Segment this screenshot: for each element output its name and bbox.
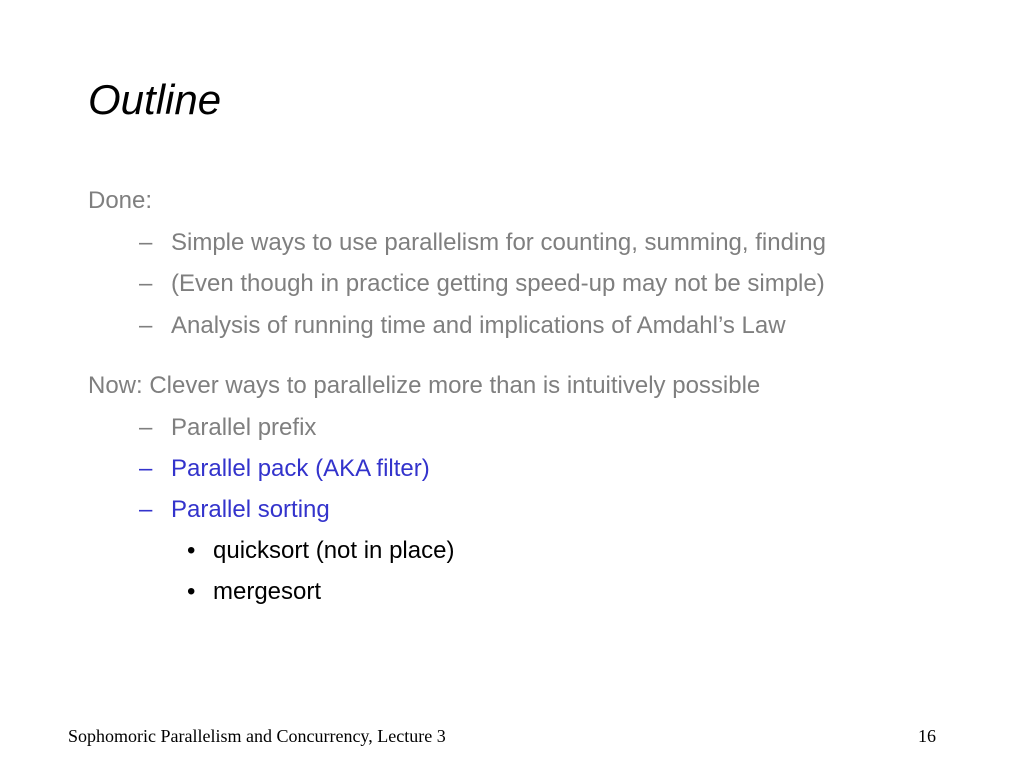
dash-marker: – [139,414,153,441]
now-item-highlighted [139,454,430,484]
bullet-marker: • [187,537,196,564]
dash-marker: – [139,229,153,256]
now-item-text: Parallel pack (AKA filter) [171,455,430,482]
done-item-text: (Even though in practice getting speed-up may not be simple) [171,270,825,297]
footer-course-title: Sophomoric Parallelism and Concurrency, Lecture 3 [68,726,446,746]
done-item [139,228,826,258]
dash-marker: – [139,496,153,523]
now-item [139,413,316,443]
done-item-text: Analysis of running time and implications of Amdahl’s Law [171,312,786,339]
sort-sub-item [187,536,454,566]
dash-marker: – [139,455,153,482]
now-item-text: Parallel prefix [171,414,317,441]
now-item-highlighted [139,495,330,525]
sort-sub-item [187,577,321,607]
sub-item-text: mergesort [213,578,322,605]
bullet-marker: • [187,578,196,605]
footer-page-number: 16 [918,726,936,746]
done-heading: Done: [88,187,153,214]
sub-item-text: quicksort (not in place) [213,537,455,564]
now-item-text: Parallel sorting [171,496,330,523]
done-item-text: Simple ways to use parallelism for counting, summing, finding [171,229,826,256]
done-item [139,269,825,299]
dash-marker: – [139,312,153,339]
dash-marker: – [139,270,153,297]
done-item [139,311,786,341]
now-heading: Now: Clever ways to parallelize more than is intuitively possible [88,372,761,399]
slide-title: Outline [88,76,222,123]
